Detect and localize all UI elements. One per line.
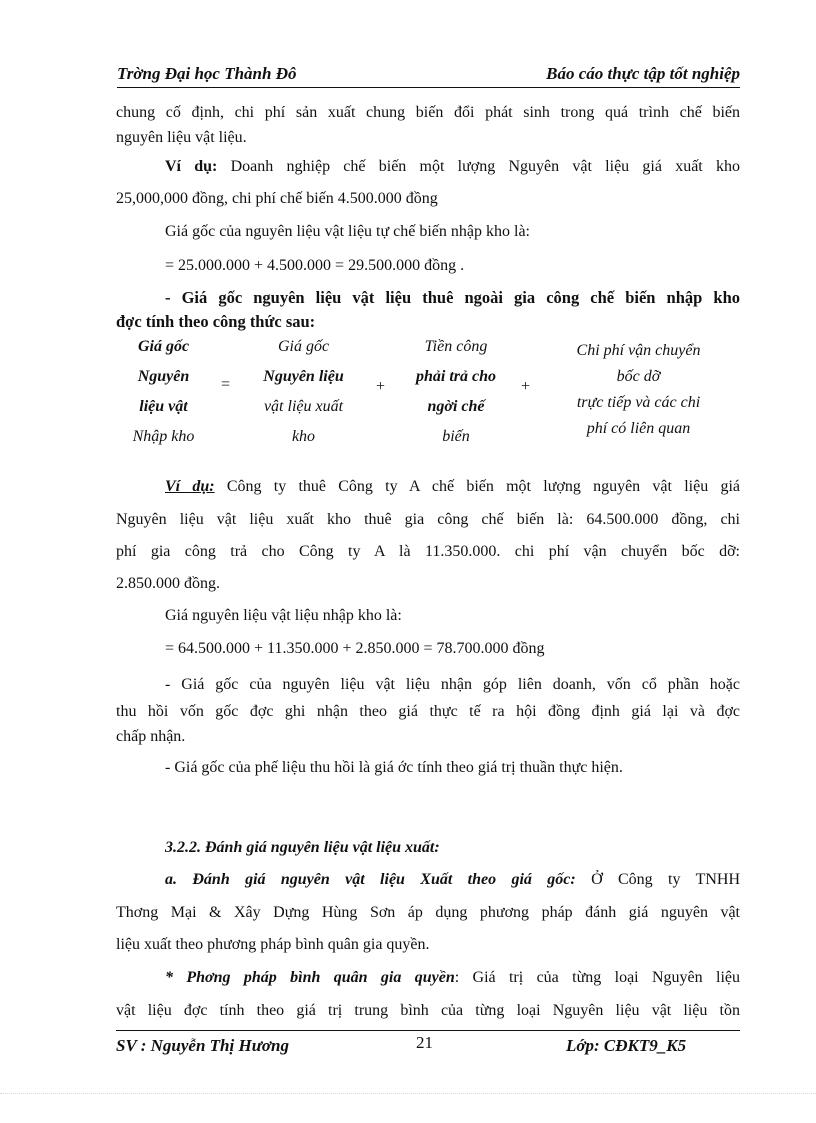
formula-col3-line: phải trả cho (415, 368, 496, 385)
method-line1 (165, 966, 740, 990)
footer-student: SV : Nguyễn Thị Hương (116, 1036, 289, 1055)
header-school: Trờng Đại học Thành Đô (117, 64, 297, 83)
page-bottom-divider (0, 1093, 816, 1094)
bullet2: - Giá gốc của phế liệu thu hồi là giá ớc tính theo giá trị thuần thực hiện. (165, 759, 623, 776)
method-text: : Giá trị của từng loại Nguyên liệu (454, 969, 740, 986)
formula-col2-line: kho (291, 428, 316, 445)
section-322-a-line3: liệu xuất theo phương pháp bình quân gia quyền. (116, 936, 430, 953)
example2-line5: Giá nguyên liệu vật liệu nhập kho là: (165, 607, 402, 624)
method-label: * Phơng pháp bình quân gia quyền (165, 969, 455, 986)
formula-col4-line: Chi phí vận chuyển (576, 342, 701, 359)
header-rule (117, 87, 740, 88)
formula-col2-line: Giá gốc (277, 338, 330, 355)
example1-label: Ví dụ: (165, 158, 218, 175)
formula-col-labor (396, 332, 516, 452)
formula-col1-line: Nhập kho (132, 428, 195, 445)
formula-col-material (241, 332, 366, 452)
footer-rule (116, 1030, 740, 1031)
formula-col-transport (541, 338, 736, 442)
section-322-a-label: a. Đánh giá nguyên vật liệu Xuất theo giá gốc: (165, 871, 576, 888)
formula-col1-line: Giá gốc (137, 338, 190, 355)
bullet1-line2: thu hồi vốn gốc đợc ghi nhận theo giá thực tế ra hội đồng định giá lại và đợc (116, 703, 740, 720)
formula-col2-line: Nguyên liệu (263, 368, 344, 385)
example2-formula: = 64.500.000 + 11.350.000 + 2.850.000 = 78.700.000 đồng (165, 640, 545, 657)
example2-line2: Nguyên liệu vật liệu xuất kho thuê gia công chế biến là: 64.500.000 đồng, chi (116, 511, 740, 528)
bullet1-line3: chấp nhận. (116, 728, 186, 745)
example1-formula: = 25.000.000 + 4.500.000 = 29.500.000 đồng . (165, 257, 465, 274)
formula-equals: = (221, 376, 231, 393)
example1-text: Doanh nghiệp chế biến một lượng Nguyên vật liệu giá xuất kho (217, 158, 740, 175)
outsourced-heading-line2: đợc tính theo công thức sau: (116, 312, 316, 331)
outsourced-heading: - Giá gốc nguyên liệu vật liệu thuê ngoài gia công chế biến nhập kho (165, 288, 740, 307)
formula-table (116, 332, 740, 452)
section-322-a-line1 (165, 868, 740, 892)
example1-line2: 25,000,000 đồng, chi phí chế biến 4.500.000 đồng (116, 190, 438, 207)
example1-line1 (165, 155, 740, 179)
section-322-heading: 3.2.2. Đánh giá nguyên liệu vật liệu xuất: (165, 839, 440, 856)
header-report-title: Báo cáo thực tập tốt nghiệp (546, 64, 740, 83)
example2-label: Ví dụ: (165, 478, 215, 495)
section-322-a-line2: Thơng Mại & Xây Dựng Hùng Sơn áp dụng phương pháp đánh giá nguyên vật (116, 904, 740, 921)
formula-plus-2: + (521, 378, 531, 395)
formula-col3-line: biến (442, 428, 470, 445)
example2-line3: phí gia công trả cho Công ty A là 11.350.000. chi phí vận chuyển bốc dỡ: (116, 543, 740, 560)
bullet1-line1: - Giá gốc của nguyên liệu vật liệu nhận góp liên doanh, vốn cổ phần hoặc (165, 676, 740, 693)
page-header (117, 60, 740, 88)
footer-class: Lớp: CĐKT9_K5 (566, 1036, 687, 1055)
formula-col2-line: vật liệu xuất (263, 398, 344, 415)
page-number: 21 (416, 1033, 433, 1052)
formula-col3-line: Tiền công (424, 338, 488, 355)
formula-col4-line: phí có liên quan (586, 420, 691, 437)
example2-line4: 2.850.000 đồng. (116, 575, 220, 592)
para1-line1: chung cố định, chi phí sản xuất chung biến đổi phát sinh trong quá trình chế biến (116, 104, 740, 121)
example2-text: Công ty thuê Công ty A chế biến một lượng nguyên vật liệu giá (214, 478, 740, 495)
formula-col4-line: bốc dỡ (616, 368, 661, 385)
formula-col1-line: Nguyên (137, 368, 190, 385)
method-line2: vật liệu đợc tính theo giá trị trung bình của từng loại Nguyên liệu vật liệu tồn (116, 1002, 740, 1019)
section-322-a-text: Ở Công ty TNHH (575, 871, 741, 888)
formula-col1-line: liệu vật (139, 398, 188, 415)
formula-col3-line: ngời chế (427, 398, 485, 415)
formula-col-result (116, 332, 211, 452)
example1-line3: Giá gốc của nguyên liệu vật liệu tự chế biến nhập kho là: (165, 223, 530, 240)
formula-col4-line: trực tiếp và các chi (576, 394, 701, 411)
example2-line1 (165, 475, 740, 499)
para1-line2: nguyên liệu vật liệu. (116, 129, 247, 146)
formula-plus-1: + (376, 378, 386, 395)
